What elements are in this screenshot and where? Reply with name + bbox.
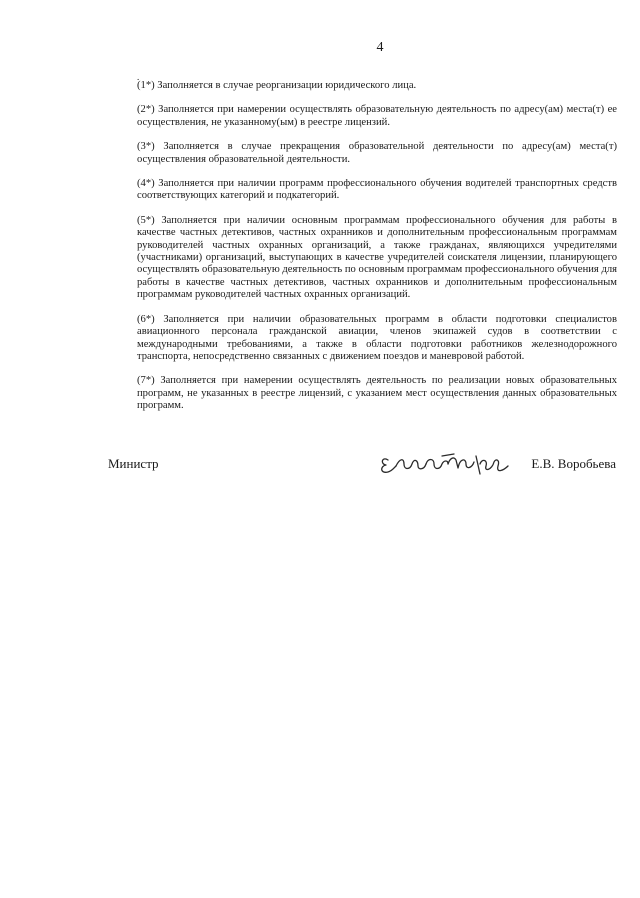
footnote-5: (5*) Заполняется при наличии основным программам профессионального обучения для работы в качестве частных детективов, частных охранников и дополнительным профессиональным программам руководителей частных охранных организаций, а также гражданах, являющихся учредителями (участниками) организаций, выступающих в качестве учредителей соискателя лицензии, планирующего осуществлять образовательную деятельность по основным программам профессионального обучения для работы в качестве частных детективов, частных охранников и дополнительным профессиональным программам руководителей частных охранных организаций.: [137, 214, 617, 301]
footnote-2: (2*) Заполняется при намерении осуществлять образовательную деятельность по адресу(ам) места(т) ее осуществления, не указанному(ым) в реестре лицензий.: [137, 104, 617, 128]
footnotes-section: [137, 74, 617, 425]
signatory-name: Е.В. Воробьева: [531, 456, 616, 471]
footnote-7: (7*) Заполняется при намерении осуществлять деятельность по реализации новых образовательных программ, не указанных в реестре лицензий, с указанием мест осуществления данных образовательных программ.: [137, 375, 617, 412]
signature-block: [108, 448, 618, 488]
footnote-4: (4*) Заполняется при наличии программ профессионального обучения водителей транспортных средств соответствующих категорий и подкатегорий.: [137, 178, 617, 202]
signatory-title: Министр: [108, 456, 159, 471]
footnote-3: (3*) Заполняется в случае прекращения образовательной деятельности по адресу(ам) места(т) осуществления образовательной деятельности.: [137, 141, 617, 165]
page-number: 4: [376, 40, 384, 55]
handwritten-signature: [376, 448, 516, 478]
footnote-6: (6*) Заполняется при наличии образовательных программ в области подготовки специалистов авиационного персонала гражданской авиации, членов экипажей судов в соответствии с международными требованиями, а также в области подготовки работников железнодорожного транспорта, непосредственно связанных с движением поездов и маневровой работой.: [137, 313, 617, 362]
footnote-1: (1*) Заполняется в случае реорганизации юридического лица.: [137, 80, 417, 91]
stray-dot: .: [137, 72, 140, 82]
